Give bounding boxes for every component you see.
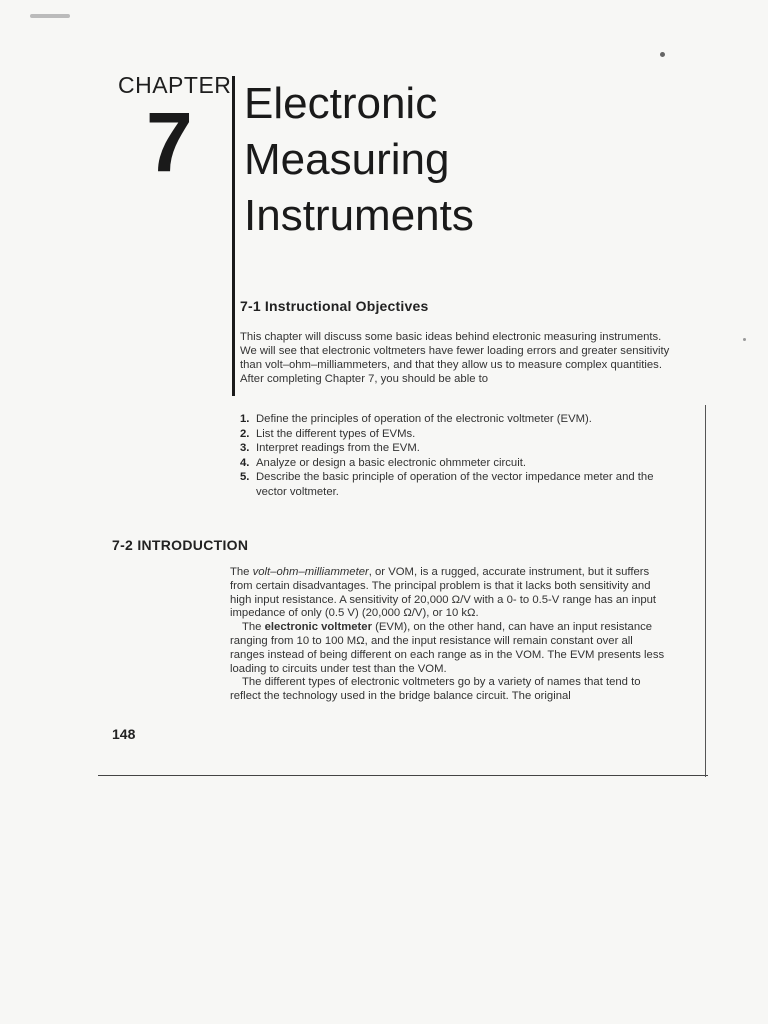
list-item	[240, 412, 680, 427]
text-run: The	[242, 621, 265, 634]
chapter-title-line: Instruments	[244, 191, 474, 240]
list-item-text: Describe the basic principle of operation of the vector impedance meter and the vector voltmeter.	[256, 471, 654, 498]
text-run: The	[230, 566, 253, 578]
page-number: 148	[112, 726, 136, 742]
scan-edge-line	[705, 405, 706, 777]
chapter-number: 7	[146, 95, 193, 189]
chapter-divider-bar	[232, 76, 235, 396]
section-heading-objectives: 7-1 Instructional Objectives	[240, 298, 429, 314]
list-item-text: Define the principles of operation of the electronic voltmeter (EVM).	[256, 413, 592, 425]
list-item	[240, 456, 680, 471]
list-item-number: 2.	[240, 427, 250, 440]
list-item-number: 4.	[240, 456, 250, 469]
chapter-title-line: Electronic	[244, 79, 438, 128]
chapter-title	[244, 76, 474, 244]
term-bold: electronic voltmeter	[264, 621, 372, 634]
section-heading-introduction: 7-2 INTRODUCTION	[112, 537, 249, 553]
introduction-paragraph	[230, 621, 670, 676]
list-item	[240, 427, 680, 442]
text-run: , or VOM, is a rugged, accurate instrument, but it suffers from certain disadvantages. The principal problem is that it lacks both sensitivity and high input resistance. A sensitivity of 20,000 Ω/V with a 0- to 0.5-V range has an input impedance of only (0.5 V) (20,000 Ω/V), or 10 kΩ.	[230, 566, 657, 620]
list-item-number: 1.	[240, 413, 250, 425]
list-item-text: Interpret readings from the EVM.	[256, 442, 420, 454]
introduction-body	[230, 566, 670, 704]
list-item	[240, 470, 680, 499]
list-item	[240, 441, 680, 456]
list-item-number: 5.	[240, 471, 250, 483]
chapter-title-line: Measuring	[244, 135, 450, 184]
scan-edge-line	[98, 775, 708, 776]
chapter-label: CHAPTER	[118, 72, 232, 98]
objectives-list	[240, 412, 680, 499]
text-run: (EVM), on the other hand, can have an input resistance ranging from 10 to 100 MΩ, and the input resistance will remain constant over all ranges instead of being different on each range as in the VOM. The EVM presents less loading to circuits under test than the VOM.	[230, 621, 665, 675]
scan-speck	[660, 52, 665, 57]
scan-speck	[30, 14, 70, 18]
objectives-intro-paragraph: This chapter will discuss some basic ideas behind electronic measuring instruments. We will see that electronic voltmeters have fewer loading errors and greater sensitivity than volt–ohm–milliammeters, and that they allow us to measure complex quantities. After completing Chapter 7, you should be able to	[240, 331, 670, 385]
term-italic: volt–ohm–milliammeter	[252, 566, 369, 578]
list-item-text: List the different types of EVMs.	[256, 427, 416, 440]
scan-speck	[743, 338, 746, 341]
introduction-paragraph	[230, 566, 670, 621]
list-item-number: 3.	[240, 442, 250, 454]
list-item-text: Analyze or design a basic electronic ohmmeter circuit.	[256, 456, 526, 469]
introduction-paragraph: The different types of electronic voltmeters go by a variety of names that tend to reflect the technology used in the bridge balance circuit. The original	[230, 676, 641, 703]
